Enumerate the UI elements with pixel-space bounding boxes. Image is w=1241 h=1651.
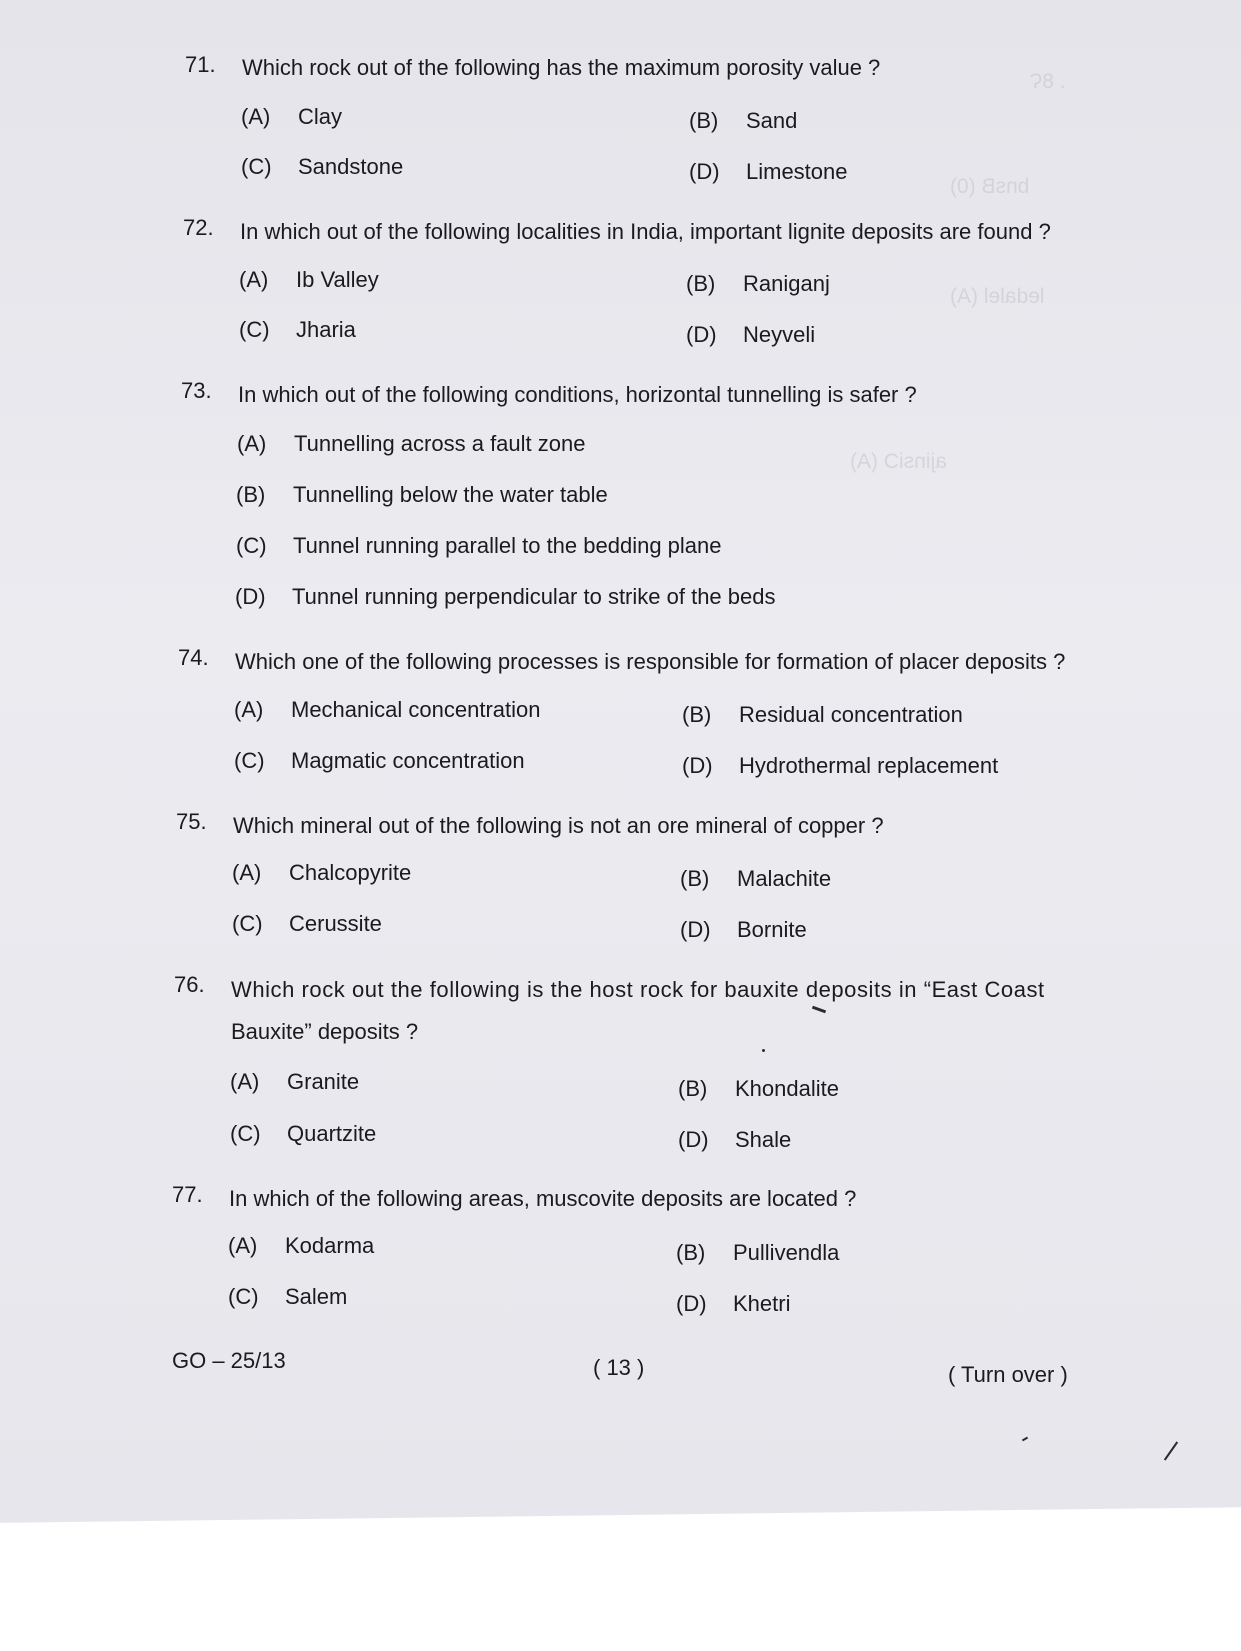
option-text: Granite <box>287 1069 360 1094</box>
option-text: Malachite <box>737 866 832 891</box>
option-c <box>241 154 403 180</box>
option-a <box>237 431 585 457</box>
option-text: Quartzite <box>287 1121 377 1146</box>
option-text: Tunnel running parallel to the bedding plane <box>293 533 722 558</box>
option-text: Cerussite <box>289 911 382 936</box>
option-text: Salem <box>285 1284 348 1309</box>
option-text: Tunnelling across a fault zone <box>294 431 586 456</box>
option-b <box>686 271 830 297</box>
option-label: (A) <box>241 104 271 129</box>
bleed-through-marks-4: ajinsiƆ (A) <box>850 450 947 473</box>
option-label: (A) <box>234 697 264 722</box>
option-text: Khetri <box>733 1291 791 1316</box>
question-number: 76. <box>174 972 205 997</box>
option-d <box>686 322 815 348</box>
option-text: Hydrothermal replacement <box>739 753 999 778</box>
option-a <box>241 104 342 130</box>
option-text: Bornite <box>737 917 807 942</box>
option-label: (D) <box>235 584 266 609</box>
question-number: 77. <box>172 1182 203 1207</box>
option-d <box>682 753 998 779</box>
option-text: Tunnel running perpendicular to strike of the beds <box>292 584 776 609</box>
question-number: 74. <box>178 645 209 670</box>
option-label: (D) <box>676 1291 707 1316</box>
option-label: (B) <box>678 1076 708 1101</box>
option-d <box>235 584 775 610</box>
option-text: Tunnelling below the water table <box>293 482 608 507</box>
option-c <box>236 533 722 559</box>
question-number: 72. <box>183 215 214 240</box>
option-c <box>232 911 382 937</box>
bleed-through-marks-2: bnsB (0) <box>950 175 1030 198</box>
option-text: Jharia <box>296 317 356 342</box>
option-label: (C) <box>241 154 272 179</box>
option-label: (A) <box>232 860 262 885</box>
option-label: (C) <box>228 1284 259 1309</box>
option-label: (B) <box>676 1240 706 1265</box>
option-label: (B) <box>682 702 712 727</box>
bleed-through-marks: Ɂ8 . <box>1030 70 1066 93</box>
option-text: Kodarma <box>285 1233 375 1258</box>
option-label: (B) <box>686 271 716 296</box>
option-label: (C) <box>232 911 263 936</box>
question-text: In which out of the following conditions, horizontal tunnelling is safer ? <box>238 382 917 407</box>
paper-code: GO – 25/13 <box>172 1348 286 1373</box>
option-d <box>678 1127 791 1153</box>
question-number: 73. <box>181 378 212 403</box>
question-text: Which one of the following processes is responsible for formation of placer deposits ? <box>235 649 1066 674</box>
option-d <box>680 917 807 943</box>
option-label: (B) <box>236 482 266 507</box>
option-b <box>680 866 831 892</box>
option-text: Shale <box>735 1127 792 1152</box>
option-d <box>689 159 848 185</box>
option-label: (A) <box>230 1069 260 1094</box>
option-text: Chalcopyrite <box>289 860 412 885</box>
option-label: (C) <box>234 748 265 773</box>
option-label: (C) <box>230 1121 261 1146</box>
option-label: (A) <box>237 431 267 456</box>
scan-speck <box>762 1049 765 1052</box>
turn-over-note: ( Turn over ) <box>948 1362 1068 1387</box>
option-text: Ib Valley <box>296 267 379 292</box>
option-text: Raniganj <box>743 271 830 296</box>
option-label: (A) <box>228 1233 258 1258</box>
option-a <box>239 267 379 293</box>
option-text: Limestone <box>746 159 848 184</box>
option-a <box>234 697 540 723</box>
option-c <box>228 1284 347 1310</box>
option-label: (C) <box>236 533 267 558</box>
question-text: In which of the following areas, muscovite deposits are located ? <box>229 1186 857 1211</box>
question-text-line-1: Which rock out the following is the host rock for bauxite deposits in “East Coast <box>231 977 1045 1002</box>
option-b <box>689 108 797 134</box>
option-label: (B) <box>689 108 719 133</box>
option-text: Sand <box>746 108 798 133</box>
option-label: (D) <box>678 1127 709 1152</box>
option-a <box>232 860 411 886</box>
question-text-line-2: Bauxite” deposits ? <box>231 1019 419 1044</box>
question-number: 75. <box>176 809 207 834</box>
option-text: Neyveli <box>743 322 816 347</box>
option-a <box>228 1233 374 1259</box>
option-c <box>239 317 356 343</box>
option-label: (D) <box>680 917 711 942</box>
option-text: Mechanical concentration <box>291 697 541 722</box>
option-text: Clay <box>298 104 343 129</box>
option-c <box>230 1121 376 1147</box>
bleed-through-marks-3: ledalel (A) <box>950 285 1045 308</box>
option-text: Residual concentration <box>739 702 963 727</box>
option-label: (D) <box>686 322 717 347</box>
question-text: In which out of the following localities in India, important lignite deposits are found ? <box>240 219 1051 244</box>
option-b <box>676 1240 839 1266</box>
option-text: Magmatic concentration <box>291 748 525 773</box>
option-label: (A) <box>239 267 269 292</box>
page-number: ( 13 ) <box>593 1355 645 1380</box>
option-b <box>236 482 608 508</box>
option-d <box>676 1291 790 1317</box>
option-text: Pullivendla <box>733 1240 840 1265</box>
option-label: (D) <box>682 753 713 778</box>
question-text: Which mineral out of the following is not an ore mineral of copper ? <box>233 813 884 838</box>
option-a <box>230 1069 359 1095</box>
option-label: (B) <box>680 866 710 891</box>
question-number: 71. <box>185 52 216 77</box>
question-text: Which rock out of the following has the maximum porosity value ? <box>242 55 881 80</box>
option-c <box>234 748 525 774</box>
option-label: (C) <box>239 317 270 342</box>
option-text: Khondalite <box>735 1076 839 1101</box>
option-b <box>682 702 963 728</box>
option-label: (D) <box>689 159 720 184</box>
option-b <box>678 1076 839 1102</box>
option-text: Sandstone <box>298 154 404 179</box>
